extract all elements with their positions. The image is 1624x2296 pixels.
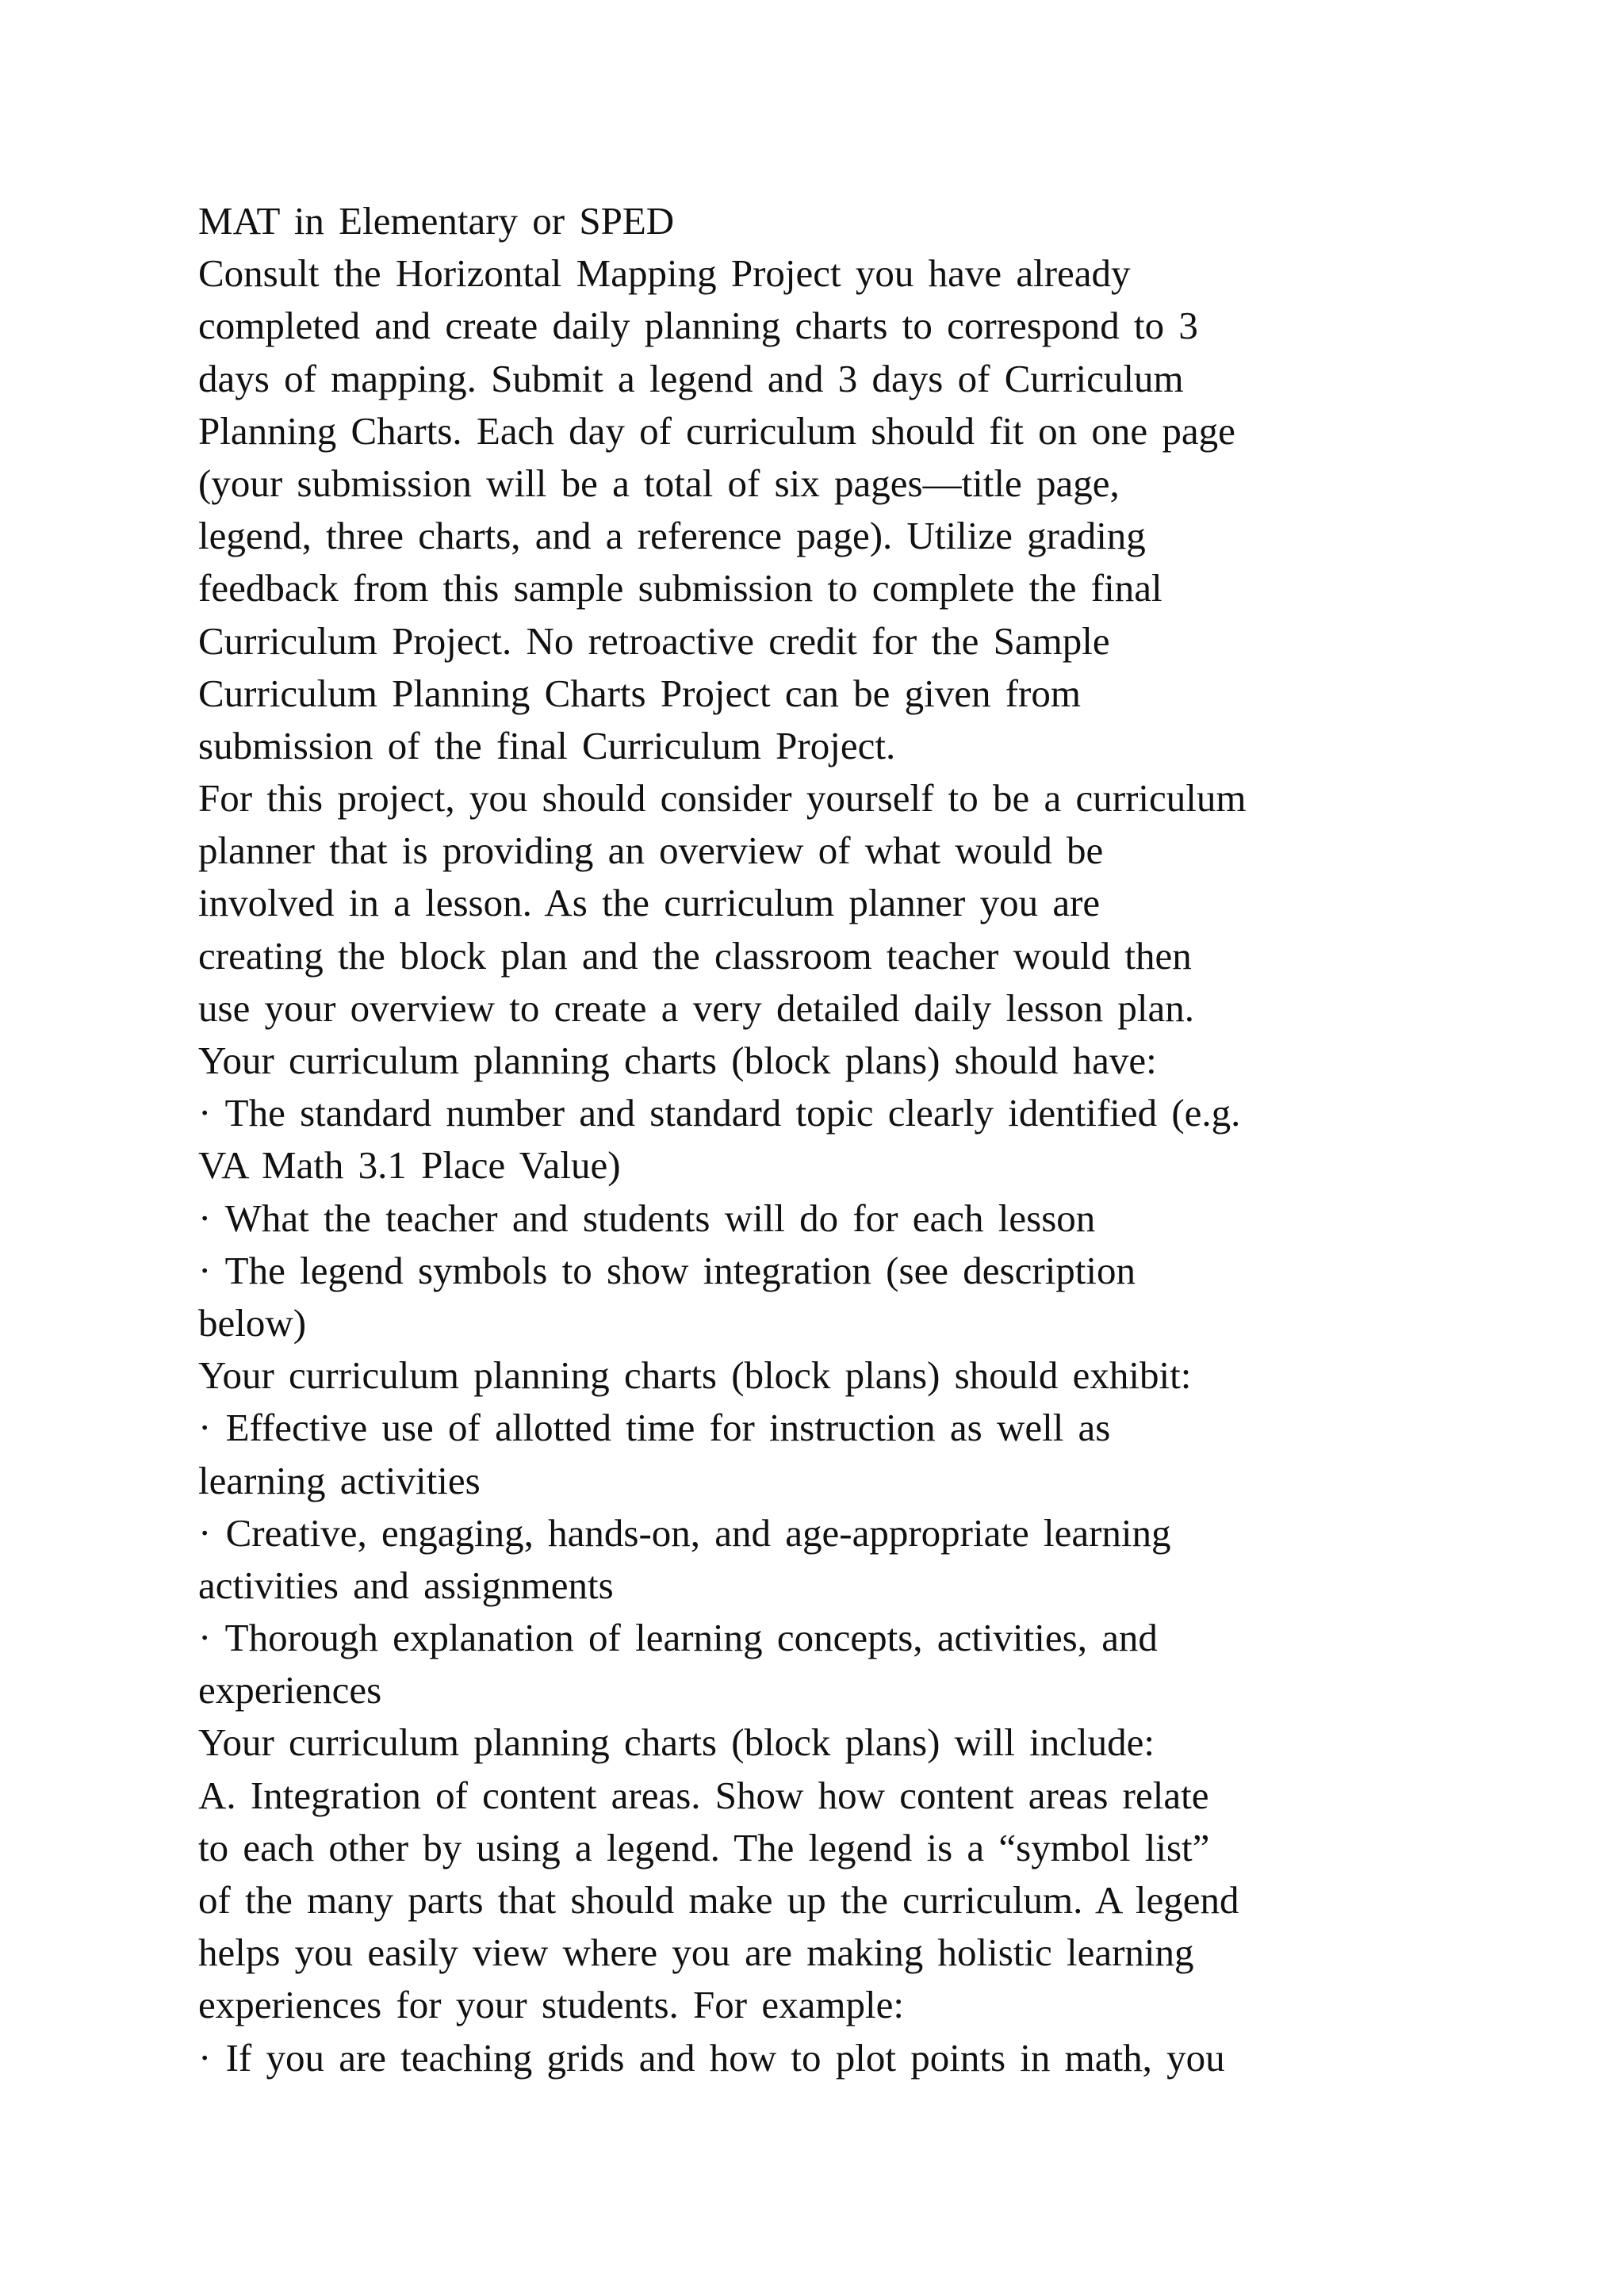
text-line: involved in a lesson. As the curriculum planner you are bbox=[198, 881, 1101, 925]
document-title-line: MAT in Elementary or SPED bbox=[198, 199, 675, 243]
text-line: of the many parts that should make up the curriculum. A legend bbox=[198, 1878, 1239, 1922]
bullet-line: · Thorough explanation of learning concepts, activities, and bbox=[198, 1616, 1158, 1660]
text-line: use your overview to create a very detailed daily lesson plan. bbox=[198, 985, 1194, 1030]
text-line: helps you easily view where you are making holistic learning bbox=[198, 1931, 1194, 1975]
text-line: A. Integration of content areas. Show how content areas relate bbox=[198, 1773, 1209, 1817]
text-line: Planning Charts. Each day of curriculum should fit on one page bbox=[198, 408, 1235, 453]
text-line: days of mapping. Submit a legend and 3 days of Curriculum bbox=[198, 356, 1184, 400]
text-line: experiences for your students. For example: bbox=[198, 1983, 904, 2027]
text-line: creating the block plan and the classroom teacher would then bbox=[198, 933, 1192, 978]
text-line: below) bbox=[198, 1300, 307, 1345]
text-line: feedback from this sample submission to complete the final bbox=[198, 566, 1162, 610]
text-line: legend, three charts, and a reference page). Utilize grading bbox=[198, 514, 1146, 558]
bullet-line: · The standard number and standard topic clearly identified (e.g. bbox=[198, 1091, 1241, 1135]
text-line: completed and create daily planning charts to correspond to 3 bbox=[198, 304, 1198, 348]
text-line: experiences bbox=[198, 1668, 382, 1712]
section-heading-line: Your curriculum planning charts (block plans) should exhibit: bbox=[198, 1353, 1192, 1398]
text-line: planner that is providing an overview of what would be bbox=[198, 828, 1104, 873]
bullet-line: · Creative, engaging, hands-on, and age-appropriate learning bbox=[198, 1510, 1171, 1555]
text-line: Curriculum Project. No retroactive credit for the Sample bbox=[198, 618, 1110, 663]
text-line: Consult the Horizontal Mapping Project you have already bbox=[198, 251, 1131, 296]
bullet-line: · What the teacher and students will do for each lesson bbox=[198, 1196, 1096, 1240]
bullet-line: · Effective use of allotted time for instruction as well as bbox=[198, 1406, 1111, 1450]
text-line: Curriculum Planning Charts Project can be given from bbox=[198, 671, 1081, 715]
document-body bbox=[198, 195, 1467, 2084]
bullet-line: · The legend symbols to show integration (see description bbox=[198, 1248, 1136, 1292]
section-heading-line: Your curriculum planning charts (block plans) should have: bbox=[198, 1039, 1157, 1082]
text-line: submission of the final Curriculum Project. bbox=[198, 723, 896, 767]
text-line: to each other by using a legend. The legend is a “symbol list” bbox=[198, 1825, 1210, 1869]
text-line: For this project, you should consider yourself to be a curriculum bbox=[198, 776, 1247, 821]
bullet-line: · If you are teaching grids and how to plot points in math, you bbox=[198, 2035, 1225, 2080]
section-heading-line: Your curriculum planning charts (block plans) will include: bbox=[198, 1720, 1155, 1765]
text-line: learning activities bbox=[198, 1458, 481, 1502]
text-line: VA Math 3.1 Place Value) bbox=[198, 1143, 621, 1188]
text-line: activities and assignments bbox=[198, 1563, 614, 1607]
text-line: (your submission will be a total of six pages—title page, bbox=[198, 461, 1120, 505]
